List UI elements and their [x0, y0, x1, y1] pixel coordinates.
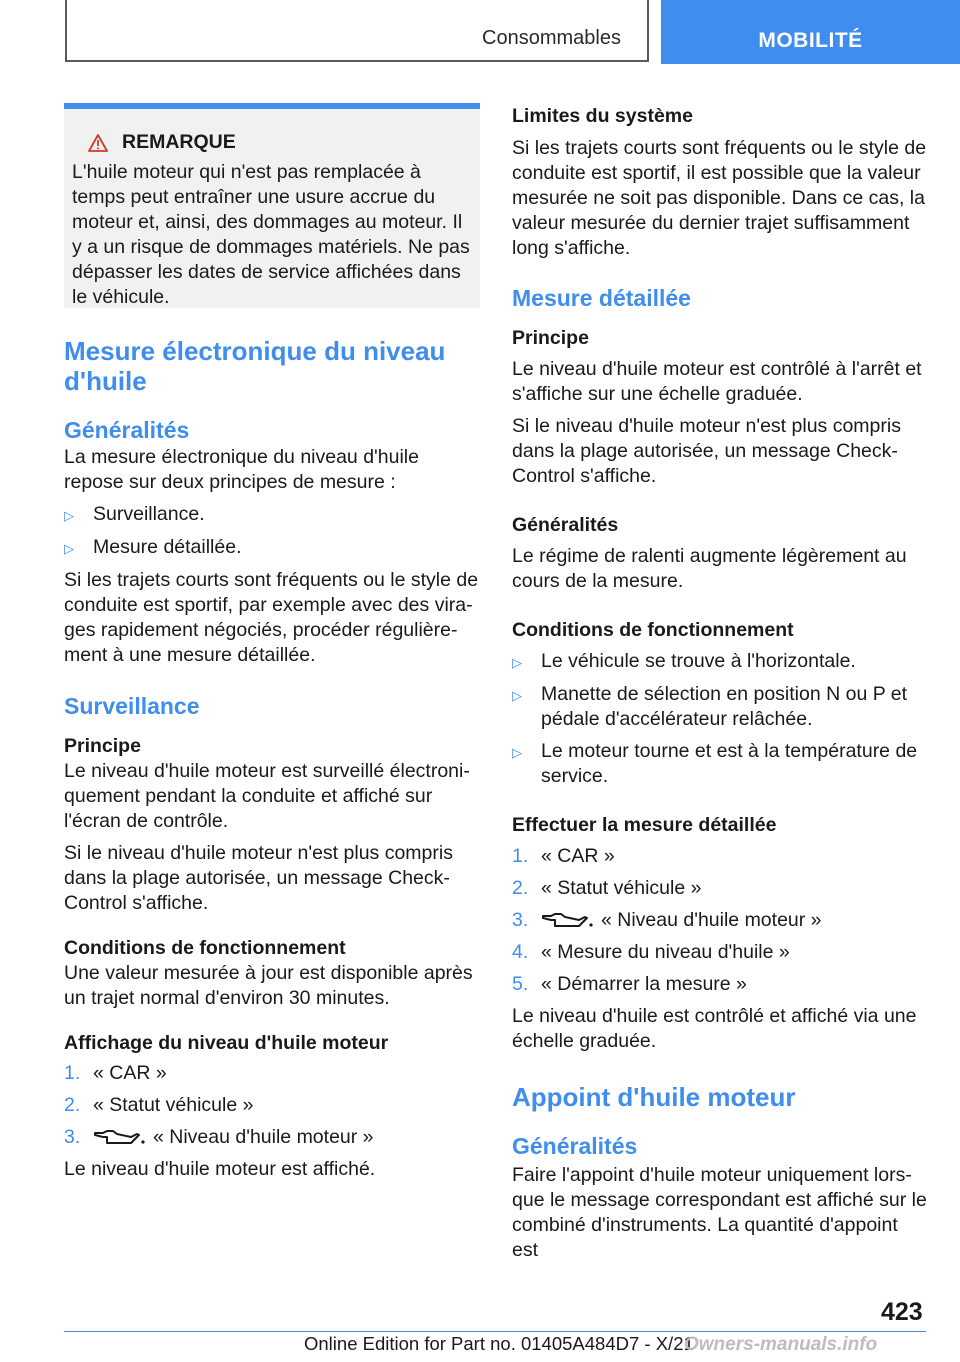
note-box [64, 103, 480, 308]
principe-text-2: Si le niveau d'huile moteur n'est plus compris dans la plage autorisée, un message Check-Control s'affiche. [64, 842, 453, 914]
generalites-heading: Généralités [64, 417, 190, 443]
triangle-bullet-icon: ▷ [512, 688, 522, 703]
triangle-bullet-icon: ▷ [64, 508, 74, 523]
note-title: REMARQUE [122, 131, 236, 153]
watermark: Owners-manuals.info [684, 1334, 878, 1355]
oil-can-icon [93, 1129, 147, 1147]
generalites-intro: La mesure électronique du niveau d'huile repose sur deux principes de mesure : [64, 446, 419, 493]
list-item: ▷ Le moteur tourne et est à la température de service. [512, 740, 918, 787]
section-title: Consommables [482, 27, 621, 49]
generalites-text: Le régime de ralenti augmente légèrement au cours de la mesure. [512, 545, 907, 592]
list-item: 3. « Niveau d'huile moteur » [64, 1126, 374, 1148]
triangle-bullet-icon: ▷ [512, 745, 522, 760]
principe-text-1: Le niveau d'huile moteur est contrôlé à l'arrêt et s'affiche sur une échelle graduée. [512, 358, 922, 405]
generalites-title: Généralités [512, 514, 619, 536]
mesure-detaillee-heading: Mesure détaillée [512, 285, 691, 311]
list-item: 4. « Mesure du niveau d'huile » [512, 941, 790, 963]
effectuer-title: Effectuer la mesure détaillée [512, 814, 777, 836]
affichage-result: Le niveau d'huile moteur est affiché. [64, 1158, 376, 1180]
affichage-steps [64, 1061, 480, 1150]
list-item: ▷ Surveillance. [64, 502, 480, 528]
list-item: ▷ Manette de sélection en position N ou P et pédale d'accélérateur relâchée. [512, 683, 908, 730]
effectuer-steps [512, 844, 927, 997]
generalites-outro: Si les trajets courts sont fréquents ou le style de conduite est sportif, par exemple avec des virages rapidement négociés, procéder régulièrement à une mesure détaillée. [64, 569, 479, 666]
list-item: 2. « Statut véhicule » [512, 877, 702, 899]
appoint-text: Faire l'appoint d'huile moteur uniquement lorsque le message correspondant est affiché sur le combiné d'instruments. La quantité d'appoint est [512, 1164, 927, 1261]
list-item: 1. « CAR » [512, 845, 615, 867]
appoint-generalites-heading: Généralités [512, 1133, 638, 1159]
oil-can-icon [541, 912, 595, 930]
conditions-title: Conditions de fonctionnement [64, 937, 346, 959]
principles-list [64, 502, 480, 561]
list-item: ▷ Mesure détaillée. [64, 535, 480, 561]
principe-text-2: Si le niveau d'huile moteur n'est plus compris dans la plage autorisée, un message Check-Control s'affiche. [512, 415, 901, 487]
limites-text: Si les trajets courts sont fréquents ou le style de conduite est sportif, il est possible que la valeur mesurée ne soit pas disponible. Dans ce cas, la valeur mesurée du dernier trajet suffisamment long s'affiche. [512, 137, 927, 259]
left-column [64, 103, 480, 1182]
triangle-bullet-icon: ▷ [64, 541, 74, 556]
section-heading-mesure-electronique: Mesure électronique du niveau d'huile [64, 336, 446, 396]
footer-divider [64, 1331, 926, 1332]
principe-text-1: Le niveau d'huile moteur est surveillé électroniquement pendant la conduite et affiché sur l'écran de contrôle. [64, 760, 470, 832]
page-number: 423 [881, 1298, 923, 1326]
triangle-bullet-icon: ▷ [512, 655, 522, 670]
principe-title: Principe [64, 735, 141, 757]
surveillance-heading: Surveillance [64, 693, 200, 719]
warning-icon [88, 134, 108, 152]
note-header [88, 131, 472, 154]
edition-text: Online Edition for Part no. 01405A484D7 - X/21 [304, 1333, 694, 1354]
chapter-tab[interactable]: MOBILITÉ [661, 0, 960, 64]
list-item: 3. « Niveau d'huile moteur » [512, 909, 822, 931]
note-text: L'huile moteur qui n'est pas remplacée à temps peut entraîner une usure accrue du moteur et, ainsi, des dommages au moteur. Il y a un risque de dommages matériels. Ne pas dépasser les dates de service affichées dans le véhicule. [72, 161, 470, 308]
list-item: 2. « Statut véhicule » [64, 1094, 254, 1116]
effectuer-result: Le niveau d'huile est contrôlé et affiché via une échelle graduée. [512, 1005, 917, 1052]
right-column [512, 104, 927, 1263]
limites-title: Limites du système [512, 105, 693, 127]
header-section-box [65, 0, 649, 62]
list-item: 1. « CAR » [64, 1062, 167, 1084]
appoint-heading: Appoint d'huile moteur [512, 1082, 796, 1112]
list-item: 5. « Démarrer la mesure » [512, 973, 747, 995]
list-item: ▷ Le véhicule se trouve à l'horizontale. [512, 649, 927, 675]
conditions-text: Une valeur mesurée à jour est disponible après un trajet normal d'environ 30 minutes. [64, 962, 473, 1009]
principe-title: Principe [512, 327, 589, 349]
affichage-title: Affichage du niveau d'huile moteur [64, 1032, 389, 1054]
conditions-list [512, 649, 927, 789]
conditions-title: Conditions de fonctionnement [512, 619, 794, 641]
